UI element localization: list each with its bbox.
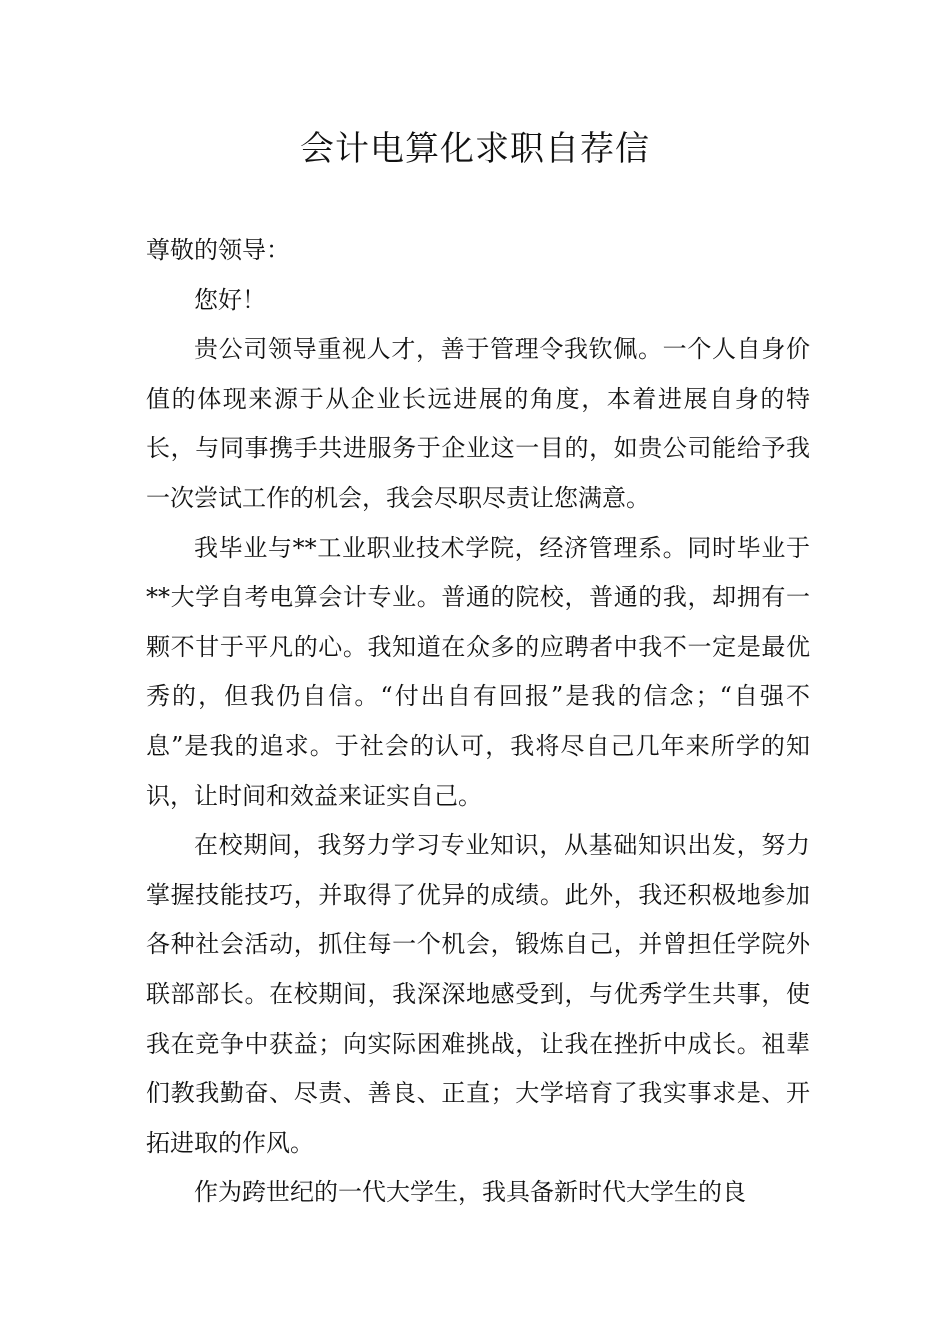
paragraph-4: 作为跨世纪的一代大学生，我具备新时代大学生的良: [194, 1178, 746, 1207]
paragraph-3: 在校期间，我努力学习专业知识，从基础知识出发，努力掌握技能技巧，并取得了优异的成绩。此外，我还积极地参加各种社会活动，抓住每一个机会，锻炼自己，并曾担任学院外联部部长。在校期间，我深深地感受到，与优秀学生共事，使我在竞争中获益；向实际困难挑战，让我在挫折中成长。祖辈们教我勤奋、尽责、善良、正直；大学培育了我实事求是、开拓进取的作风。: [146, 831, 810, 1157]
greeting: 您好！: [194, 285, 266, 314]
paragraph-1: 贵公司领导重视人才，善于管理令我钦佩。一个人自身价值的体现来源于从企业长远进展的角度，本着进展自身的特长，与同事携手共进服务于企业这一目的，如贵公司能给予我一次尝试工作的机会，我会尽职尽责让您满意。: [146, 335, 810, 512]
salutation: 尊敬的领导：: [146, 236, 290, 264]
document-title: 会计电算化求职自荐信: [300, 129, 650, 169]
paragraph-2: 我毕业与**工业职业技术学院，经济管理系。同时毕业于**大学自考电算会计专业。普通的院校，普通的我，却拥有一颗不甘于平凡的心。我知道在众多的应聘者中我不一定是最优秀的，但我仍自信。“付出自有回报”是我的信念；“自强不息”是我的追求。于社会的认可，我将尽自己几年来所学的知识，让时间和效益来证实自己。: [146, 533, 810, 810]
letter-body: [146, 226, 810, 1218]
